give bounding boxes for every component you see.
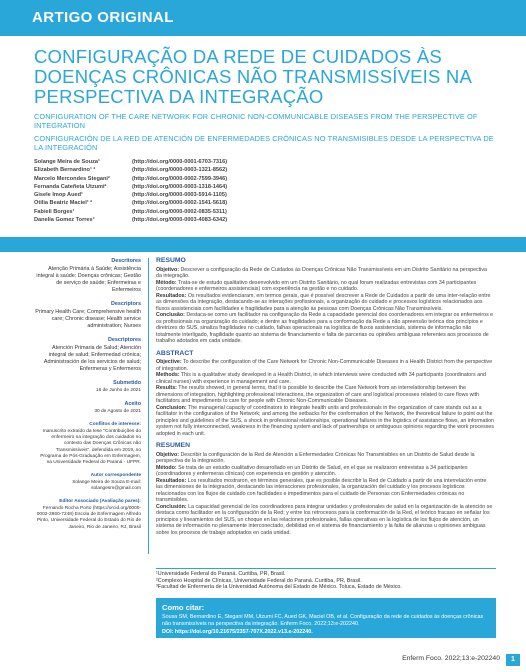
accepted-date (34, 401, 141, 415)
descriptors-en (34, 301, 141, 330)
resumen-metodo (156, 465, 494, 478)
author-name: Gisele Imop Aued¹ (34, 192, 83, 199)
resumo-resultados-text: Os resultados evidenciaram, em termos gerais, que é possível descrever a Rede de Cuidados a partir de uma inter-relação entre as dimensões da integração, destacando-se as interações profissionais, a organização do cuidado e processos logísticos relacionados aos fluxos assistenciais com facilidades e fragilidades para a atenção às pessoas com Doenças Crônicas Não Transmissíveis. (156, 292, 491, 312)
resumo-resultados (156, 293, 494, 313)
corresponding-author (34, 473, 141, 492)
author-row (34, 166, 334, 174)
resumen-resultados-label: Resultados: (156, 477, 187, 484)
resumo-conclusao (156, 312, 494, 345)
citation-box (156, 598, 496, 638)
abstract-results-label: Results: (156, 385, 177, 391)
descriptors-es-text: Atención Primaria de Salud; Atención integral de salud; Enfermedad crónica; Administración de los servicios de salud; Enfermeras y Enfermeros (43, 345, 141, 372)
descriptors-es (34, 337, 141, 373)
resumo-conclusao-label: Conclusão: (156, 312, 185, 318)
descriptors-en-heading: Descriptors (111, 301, 141, 307)
resumen-metodo-label: Método: (156, 464, 177, 471)
author-row (34, 216, 334, 224)
editor-heading: Editor Associado (Avaliação pares): (59, 499, 141, 505)
article-title-pt: CONFIGURAÇÃO DA REDE DE CUIDADOS ÀS DOENÇAS CRÔNICAS NÃO TRANSMISSÍVEIS NA PERSPECTIVA DA INTEGRAÇÃO (34, 46, 471, 107)
author-orcid-link[interactable]: (http://doi.org/0000-0003-1318-1464) (132, 183, 228, 190)
author-orcid-link[interactable]: (http://doi.org/0000-0002-1541-5618) (132, 200, 228, 207)
resumo-objetivo-label: Objetivo: (156, 266, 179, 273)
conflict-of-interest (34, 422, 141, 466)
resumo-metodo-text: Trata-se de estudo qualitativo desenvolvido em um Distrito Sanitário, no qual foram realizadas entrevistas com 34 participantes (coordenadores e enfermeiros assistenciais) com experiência na gestão e no cuidado. (156, 279, 477, 292)
page-number: 1 (506, 654, 520, 666)
author-orcid-link[interactable]: (http://doi.org/0000-0001-6703-7316) (132, 159, 228, 165)
author-name: Marcelo Mercondes Stegani² (34, 175, 110, 182)
descriptors-en-text: Primary Health Care; Comprehensive health care; Chronic disease; Health service administration; Nurses (35, 309, 141, 329)
abstract-results (156, 385, 494, 405)
footer-volume: 13:e-202240 (461, 655, 500, 662)
affiliations (156, 568, 496, 591)
author-row (34, 158, 334, 166)
author-orcid-link[interactable]: (http://doi.org/0000-0003-1321-8562) (132, 167, 228, 174)
author-orcid-link[interactable]: (http://doi.org/0000-0002-7599-3946) (132, 175, 228, 182)
resumo-metodo (156, 280, 494, 293)
page-footer (360, 655, 526, 667)
footer-journal-name: Enferm Foco. 2022; (402, 655, 462, 662)
author-row (34, 199, 334, 207)
citation-label: Como citar: (162, 603, 205, 612)
corresponding-heading: Autor correspondente (90, 472, 141, 478)
resumen-objetivo-label: Objetivo: (156, 451, 179, 458)
resumo-conclusao-text: Destaca-se como um facilitador na configuração da Rede a capacidade gerencial dos coordenadores em integrar os enfermeiros e os profissionais na organização do cuidado; e dentre as fragilidades para a conformação da Rede a não apreensão teórica dos princípios e diretrizes do SUS, sinaliza fragilidades no cuidado, falhas operacionais na logística de fluxos assistenciais, sistema de informação não totalmente interligado, fragilidade quanto ao sistema de financiamento e falta de parcerias ou opiniões ambíguas referentes aos processos de trabalho adotados em cada unidade. (156, 312, 494, 344)
submitted-value: 16 de Junho de 2021 (95, 388, 141, 393)
citation-text: Sousa SM, Bernardino E, Stegani MM, Utzumi FC, Aued GK, Maciel OB, et al. Configuração da rede de cuidados às doenças crônicas não transmissíveis na perspectiva da integração. Enferm Foco. 2022;13:e-202240. (162, 614, 484, 627)
affiliation-2: ²Complexo Hospital de Clínicas, Universidade Federal do Paraná. Curitiba, PR, Brasil. (156, 577, 362, 584)
author-row (34, 183, 334, 191)
accepted-value: 30 de Agosto de 2021 (94, 409, 141, 415)
article-sidebar (34, 258, 141, 538)
descriptors-es-heading: Descriptores (108, 337, 141, 343)
author-name: Otilia Beatriz Maciel¹ ² (34, 200, 93, 207)
author-name: Fabieli Borges¹ (34, 208, 75, 215)
resumo-objetivo (156, 267, 494, 280)
abstract-methods-label: Methods: (156, 372, 180, 378)
abstract-results-text: The results showed, in general terms, that it is possible to describe the Care Network from an interrelationship between the dimensions of integration, highlighting professional interactions, the organization of care and logistical processes related to care flows with facilitators and impediments to care for people with Chronic Non-Communicable Diseases. (156, 385, 479, 404)
conflict-text: manuscrito extraído da tese "Contribuições do enfermeiro na integração dos cuidados no contexto das Doenças Crônicas não Transmissíveis", defendida em 2019, no Programa de Pós-Graduação em Enfermagem, na Universidade Federal do Paraná - UFPR. (40, 429, 141, 465)
descriptors-pt-heading: Descritores (111, 258, 141, 264)
author-orcid-link[interactable]: (http://doi.org/0000-0002-0835-5311) (132, 208, 227, 215)
author-row (34, 175, 334, 183)
affiliation-3: ³Facultad de Enfermería de la Universidad Autónoma del Estado de México. Toluca, Estado de México. (156, 584, 402, 591)
section-label: ARTIGO ORIGINAL (32, 9, 174, 26)
section-banner (0, 0, 526, 36)
author-orcid-link[interactable]: (http://doi.org/0000-0003-4083-6342) (132, 217, 228, 224)
corresponding-text: Solange Meira de Souza E-mail: solangesm@gmail.com (72, 479, 141, 492)
column-divider (148, 258, 149, 554)
abstract-conclusion-text: The managerial capacity of coordinators to integrate health units and professionals in the organization of care stands out as a facilitator in the configuration of the Network; and among the setbacks for the conformation of the Network, the theoretical failure to point out the principles and guidelines of the SUS, a shock in professional relationships, operational failures in the logistics of assistance flows, an information system not fully interconnected, weakness in the financing system and lack of partnerships or ambiguous opinions regarding the work processes adopted in each unit. (156, 404, 495, 437)
affiliation-1: ¹Universidade Federal do Paraná. Curitiba, PR, Brasil. (156, 571, 286, 577)
conflict-heading: Conflitos de interesse: (89, 422, 141, 428)
abstract-objective (156, 359, 494, 372)
resumen-conclusion-label: Conclusión: (156, 503, 187, 510)
resumo-resultados-label: Resultados: (156, 292, 187, 299)
citation-doi-link[interactable]: DOI: https://doi.org/10.21675/2357-707X.2022.v13.e-202240. (162, 629, 313, 636)
resumen-conclusion-text: La capacidad gerencial de los coordinadores para integrar unidades y profesionales de salud en la organización de la atención se destaca como facilitador en la configuración de la Red; y entre los retrocesos para la conformación de la Red, el teórico fracaso en señalar los principios y lineamientos del SUS, un choque en las relaciones profesionales, fallas operativas en la logística de los flujos de atención, un sistema de información no plenamente interconectado, debilidad en el sistema de financiamiento y la falta de alianzas u opiniones ambiguas sobre los procesos de trabajo adoptados en cada unidad. (156, 503, 493, 536)
resumen-heading: RESUMEN (156, 442, 190, 449)
abstract-objective-label: Objective: (156, 359, 182, 365)
article-title-en: CONFIGURATION OF THE CARE NETWORK FOR CHRONIC NON-COMMUNICABLE DISEASES FROM THE PERSPECTIVE OF INTEGRATION (34, 112, 478, 130)
abstract-column (156, 258, 494, 536)
submitted-heading: Submetido (113, 380, 141, 386)
divider-band (0, 237, 526, 252)
author-name: Elizabeth Bernardino¹ ² (34, 167, 96, 174)
resumen-metodo-text: Se trata de un estudio cualitativo desarrollado en un Distrito de Salud, en el que se realizaron entrevistas a 34 participantes (coordinadores y enfermeras clínicas) con experiencia en gestión y atención. (156, 464, 468, 477)
descriptors-pt (34, 258, 141, 294)
abstract-methods-text: This is a qualitative study developed in a Health District, in which interviews were conducted with 34 participants (coordinators and clinical nurses) with experience in management and care. (156, 372, 486, 385)
author-name: Solange Meira de Souza¹ (34, 159, 100, 165)
descriptors-pt-text: Atenção Primária à Saúde; Assistência integral à saúde; Doenças crônicas; Gestão de serviço de saúde; Enfermeiras e Enfermeiros (36, 266, 141, 293)
author-name: Danelia Gomez Torres³ (34, 217, 95, 224)
abstract-heading: ABSTRACT (156, 349, 194, 357)
author-orcid-link[interactable]: (http://doi.org/0000-0003-5914-1105) (132, 192, 227, 199)
editor-text: Fernando Rocha Porto (https://orcid.org/0000-0002-2860-7248) Escola de Enfermagem Alfredo Pinto, Universidade Federal do Estado do Rio de Janeiro, Rio de Janeiro, RJ, Brasil (36, 506, 141, 530)
author-name: Fernanda Cateñeta Utzumi² (34, 183, 107, 190)
resumen-objetivo-text: Describir la configuración de la Red de Atención a Enfermedades Crónicas No Transmisibles en un Distrito de Salud desde la perspectiva de la integración. (156, 451, 475, 464)
abstract-objective-text: To describe the configuration of the Care Network for Chronic Non-Communicable Diseases in a Health District from the perspective of integration. (156, 359, 493, 372)
resumo-objetivo-text: Descrever a configuração da Rede de Cuidados às Doenças Crônicas Não Transmissíveis em um Distrito Sanitário na perspectiva da integração. (156, 266, 487, 279)
resumo-heading: RESUMO (156, 257, 186, 264)
resumen-conclusion (156, 504, 494, 537)
accepted-heading: Aceito (124, 401, 141, 408)
abstract-conclusion (156, 405, 494, 438)
associate-editor (34, 499, 141, 530)
abstract-conclusion-label: Conclusion: (156, 404, 187, 411)
abstract-methods (156, 372, 494, 385)
author-row (34, 191, 334, 199)
submitted-date (34, 380, 141, 394)
resumen-resultados (156, 478, 494, 504)
resumen-resultados-text: Los resultados mostraron, en términos generales, que es posible describir la Red de Cuidado a partir de una interrelación entre las dimensiones de la integración, destacando las interacciones profesionales, la organización del cuidado y los procesos logísticos relacionados con los flujos de cuidado con facilidades e impedimentos para el cuidado de Personas con Enfermedades crónicas no transmisibles. (156, 477, 487, 503)
footer-journal (402, 655, 500, 662)
resumen-objetivo (156, 452, 494, 465)
author-list (34, 158, 334, 224)
resumo-metodo-label: Método: (156, 279, 177, 286)
article-title-es: CONFIGURACIÓN DE LA RED DE ATENCIÓN DE ENFERMEDADES CRÓNICAS NO TRANSMISIBLES DESDE LA PERSPECTIVA DE LA INTEGRACIÓN (34, 134, 494, 152)
author-row (34, 208, 334, 216)
